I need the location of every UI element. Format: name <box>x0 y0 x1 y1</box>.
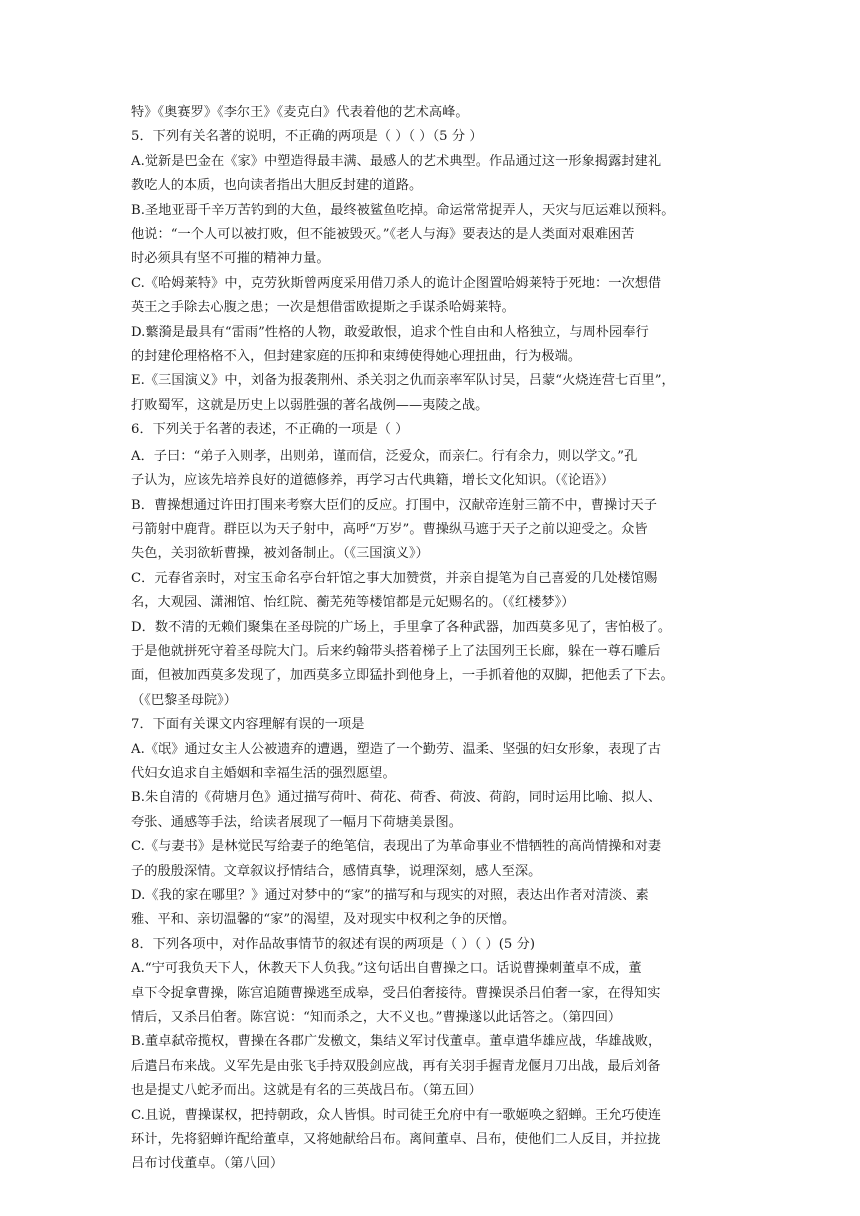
text-line: B.董卓弑帝揽权，曹操在各郡广发檄文，集结义军讨伐董卓。董卓遣华雄应战，华雄战败， <box>131 1034 662 1050</box>
text-line: A.《氓》通过女主人公被遗弃的遭遇，塑造了一个勤劳、温柔、坚强的妇女形象，表现了古 <box>131 741 662 757</box>
text-line: 也是提丈八蛇矛而出。这就是有名的三英战吕布。（第五回） <box>131 1083 482 1099</box>
text-line: 特》《奥赛罗》《李尔王》《麦克白》代表着他的艺术高峰。 <box>131 105 469 120</box>
text-line: D.《我的家在哪里？》通过对梦中的“家”的描写和与现实的对照，表达出作者对清淡、素 <box>131 888 649 903</box>
text-line: C．元春省亲时，对宝玉命名亭台轩馆之事大加赞赏，并亲自提笔为自己喜爱的几处楼馆赐 <box>131 570 658 586</box>
text-line: 失色，关羽欲斩曹操，被刘备制止。（《三国演义》） <box>131 546 429 562</box>
text-line: 子的殷殷深情。文章叙议抒情结合，感情真挚，说理深刻，感人至深。 <box>131 863 542 879</box>
text-line: 雅、平和、亲切温馨的“家”的渴望，及对现实中权利之争的厌憎。 <box>131 912 516 928</box>
text-line: D．数不清的无赖们聚集在圣母院的广场上，手里拿了各种武器，加西莫多见了，害怕极了。 <box>131 619 672 635</box>
text-line: 教吃人的本质，也向读者指出大胆反封建的道路。 <box>131 178 423 194</box>
question-8-stem: 8．下列各项中，对作品故事情节的叙述有误的两项是（ ）（ ）(5 分) <box>131 936 536 952</box>
text-line: C.《哈姆莱特》中，克劳狄斯曾两度采用借刀杀人的诡计企图置哈姆莱特于死地：一次想借 <box>131 275 662 291</box>
text-line: 面，但被加西莫多发现了，加西莫多立即猛扑到他身上，一手抓着他的双脚，把他丢了下去。 <box>131 668 674 684</box>
question-5-stem: 5．下列有关名著的说明，不正确的两项是（ ）（ ）（5 分 ） <box>131 129 483 145</box>
text-line: C.《与妻书》是林觉民写给妻子的绝笔信，表现出了为革命事业不惜牺牲的高尚情操和对妻 <box>131 839 662 855</box>
text-line: 夸张、通感等手法，给读者展现了一幅月下荷塘美景图。 <box>131 814 462 830</box>
text-line: 代妇女追求自主婚姻和幸福生活的强烈愿望。 <box>131 765 396 781</box>
text-line: 弓箭射中鹿背。群臣以为天子射中，高呼“万岁”。曹操纵马遮于天子之前以迎受之。众皆 <box>131 521 648 537</box>
text-line: 时必须具有坚不可摧的精神力量。 <box>131 251 330 267</box>
text-line: C.且说，曹操谋权，把持朝政，众人皆惧。时司徒王允府中有一歌姬唤之貂蝉。王允巧使连 <box>131 1107 662 1123</box>
text-line: A.觉新是巴金在《家》中塑造得最丰满、最感人的艺术典型。作品通过这一形象揭露封建礼 <box>131 153 662 169</box>
text-line: 卓下令捉拿曹操，陈宫追随曹操逃至成皋，受吕伯奢接待。曹操误杀吕伯奢一家，在得知实 <box>131 985 661 1001</box>
text-line: 吕布讨伐董卓。（第八回） <box>131 1156 284 1172</box>
text-line: A．子曰：“弟子入则孝，出则弟，谨而信，泛爱众，而亲仁。行有余力，则以学文。”孔 <box>131 448 638 464</box>
question-7-stem: 7．下面有关课文内容理解有误的一项是 <box>131 717 365 733</box>
text-line: 于是他就拼死守着圣母院大门。后来约翰带头搭着梯子上了法国列王长廊，躲在一尊石雕后 <box>131 643 661 659</box>
text-line: 他说：“一个人可以被打败，但不能被毁灭。”《老人与海》要表达的是人类面对艰难困苦 <box>131 227 635 243</box>
text-line: B.朱自清的《荷塘月色》通过描写荷叶、荷花、荷香、荷波、荷韵，同时运用比喻、拟人、 <box>131 790 662 806</box>
text-line: 的封建伦理格格不入，但封建家庭的压抑和束缚使得她心理扭曲，行为极端。 <box>131 349 582 365</box>
text-line: B．曹操想通过许田打围来考察大臣们的反应。打围中，汉献帝连射三箭不中，曹操讨天子 <box>131 497 657 513</box>
text-line: 打败蜀军，这就是历史上以弱胜强的著名战例——夷陵之战。 <box>131 397 489 413</box>
text-line: 英王之手除去心腹之患；一次是想借雷欧提斯之手谋杀哈姆莱特。 <box>131 300 515 316</box>
document-page <box>131 101 733 1177</box>
text-line: 名，大观园、潇湘馆、怡红院、蘅芜苑等楼馆都是元妃赐名的。（《红楼梦》） <box>131 595 575 611</box>
text-line: 情后，又杀吕伯奢。陈宫说：“知而杀之，大不义也。”曹操遂以此话答之。（第四回） <box>131 1010 622 1026</box>
text-line: 环计，先将貂蝉许配给董卓，又将她献给吕布。离间董卓、吕布，使他们二人反目，并拉拢 <box>131 1132 661 1148</box>
text-line: B.圣地亚哥千辛万苦钓到的大鱼，最终被鲨鱼吃掉。命运常常捉弄人，天灾与厄运难以预料。 <box>131 202 675 218</box>
text-line: E.《三国演义》中，刘备为报袭荆州、杀关羽之仇而亲率军队讨吴，吕蒙“火烧连营七百里”， <box>131 373 675 389</box>
text-line: A.“宁可我负天下人，休教天下人负我。”这句话出自曹操之口。话说曹操刺董卓不成，董 <box>131 961 642 977</box>
question-6-stem: 6．下列关于名著的表述，不正确的一项是（ ） <box>131 422 409 438</box>
text-line: 后遣吕布来战。义军先是由张飞手持双股剑应战，再有关羽手握青龙偃月刀出战，最后刘备 <box>131 1058 661 1074</box>
text-line: D.蘩漪是最具有“雷雨”性格的人物，敢爱敢恨，追求个性自由和人格独立，与周朴园奉行 <box>131 324 649 340</box>
text-line: 子认为，应该先培养良好的道德修养，再学习古代典籍，增长文化知识。（《论语》） <box>131 473 615 489</box>
text-line: （《巴黎圣母院》） <box>131 692 237 708</box>
